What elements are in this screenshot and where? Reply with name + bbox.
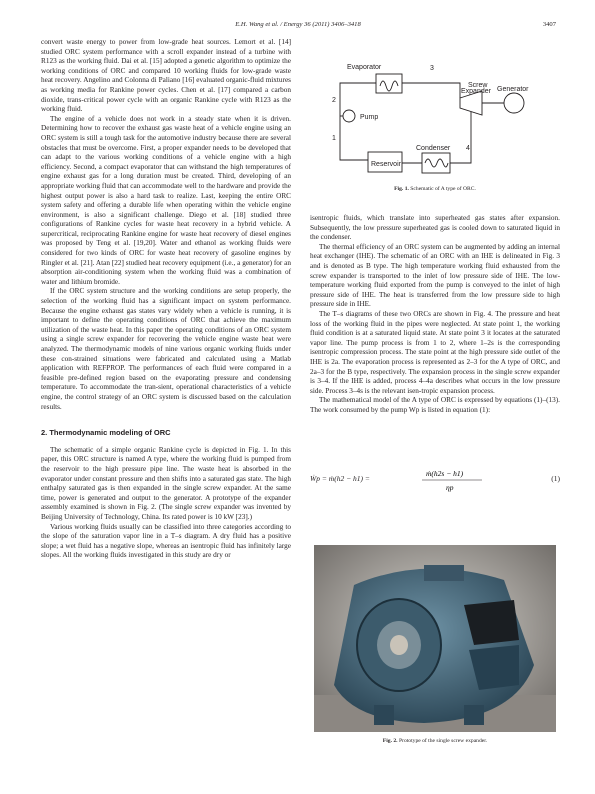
evaporator-box: [376, 74, 402, 93]
section-heading: 2. Thermodynamic modeling of ORC: [41, 428, 171, 438]
paragraph: The T–s diagrams of these two ORCs are shown in Fig. 4. The pressure and heat loss of the working fluid in the pipes were neglected. At state point 1, the working fluid condition is at a saturated liquid state. At state point 3 it locates at the saturated vapor line. The pump process is from 1 to 2, where 1–2s is the corresponding isentropic compression process. The state point at the high pressure side outlet of the IHE is 2a. The evaporation process is represented as 2–3 for the A type of ORC, and 2a–3 for the B type, respectively. The expansion process in the single screw expander is 3–4. If the IHE is added, process 4–4a describes what occurs in the low pressure side. Process 3–4s is the relevant isen-tropic expansion process.: [310, 309, 560, 395]
page-number: 3407: [542, 21, 556, 28]
paragraph: The schematic of a simple organic Rankine cycle is depicted in Fig. 1. In this paper, this ORC structure is named A type, where the working fluid is pumped from the reservoir to the high pressure pipe line. The waste heat is absorbed in the evaporator under constant pressure and then shifts into a saturated gas state. The high enthalpy saturated gas is then expanded in the single screw expander. At the same time, power is generated and output to the generator. A prototype of the expander assembly examined is shown in Fig. 2. (The single screw expander was invented by Beijing University of Technology, China. Its rated power is 10 kW [23].): [41, 445, 291, 521]
equation-number: (1): [551, 474, 560, 483]
equation-fraction: [420, 466, 490, 494]
caption-text: Schematic of A type of ORC.: [410, 186, 476, 192]
paragraph: Various working fluids usually can be classified into three categories according to the slope of the saturation vapor line in a T–s diagram. A dry fluid has a positive slope; a wet fluid has a negative slope, whereas an isentropic fluid has infinitely large slopes. All the working fluids investigated in this study are dry or: [41, 522, 291, 560]
label-screw: Screw: [468, 82, 488, 89]
condenser-coil: [425, 159, 448, 167]
svg-text:ṁ(h2s − h1): ṁ(h2s − h1): [426, 469, 464, 478]
paragraph: The engine of a vehicle does not work in a steady state when it is driven. Determining how to recover the exhaust gas waste heat of a vehicle engine using an ORC system is still a tough task for the automotive industry because there are several obstacles that must be overcome. First, a proper expander needs to be developed that can adapt to the various working conditions of a vehicle engine with a high efficiency. Second, a compact evaporator that can withstand the high temperatures of engine exhaust gas for a long duration must be created. Third, developing of an appropriate working fluid that can accommodate well to the hardware and provide the highest output power is also a hard task to realize. Last, keeping the entire ORC system safety and offering a durable life when operating within the vehicle engine environment, is also a significant challenge. Diego et al. [18] studied three configurations of Rankine cycles for waste heat recovery in a hybrid vehicle. A supercritical, reciprocating Rankine engine for waste heat recovery of diesel engines was proposed by Teng et al. [19,20]. Water and ethanol as working fluids were considered for two kinds of ORC for waste heat recovery of gasoline engines by Ringler et al. [21]. Atan [22] studied heat recovery equipment (i.e., a generator) for an absorption air-conditioning system when the working fluid was a combination of water and lithium bromide.: [41, 114, 291, 286]
left-column: [41, 38, 291, 561]
caption-label: Fig. 2.: [382, 738, 398, 744]
label-condenser: Condenser: [416, 145, 451, 152]
label-state-1: 1: [332, 135, 336, 142]
label-reservoir: Reservoir: [371, 161, 401, 168]
label-state-4: 4: [466, 145, 470, 152]
paragraph: isentropic fluids, which translate into superheated gas states after expansion. Subsequently, the low pressure superheated gas is cooled down to saturated liquid in the condenser.: [310, 214, 560, 242]
journal-citation: E.H. Wang et al. / Energy 36 (2011) 3406–3418: [235, 21, 361, 28]
caption-text: Prototype of the single screw expander.: [398, 738, 488, 744]
figure1-caption: [310, 186, 560, 192]
expander-prototype-photo: [314, 545, 556, 732]
right-column: [310, 214, 560, 415]
label-expander: Expander: [461, 88, 491, 95]
caption-label: Fig. 1.: [394, 186, 409, 192]
paragraph: convert waste energy to power from low-grade heat sources. Lemort et al. [14] studied ORC system performance with a scroll expander instead of a turbine with R123 as the working fluid. Dai et al. [15] adopted a genetic algorithm to optimize the working conditions of ORC and compared 10 working fluids for low-grade waste heat recovery. Angelino and Colonna di Paliano [16] evaluated organic-fluid mixtures as working media for Rankine power cycles. Chen et al. [17] compared a carbon dioxide, trans-critical power cycle with an organic Rankine cycle with R123 as the working fluid.: [41, 38, 291, 114]
paragraph: The mathematical model of the A type of ORC is expressed by equations (1)–(13). The work consumed by the pump Wp is listed in equation (1):: [310, 396, 560, 414]
paragraph: The thermal efficiency of an ORC system can be augmented by adding an internal heat exchanger (IHE). The schematic of an ORC with an IHE is delineated in Fig. 3 and is denoted as B type. The high temperature working fluid exhausted from the screw expander is transported to the inlet of low pressure side of IHE. The low-temperature working fluid exported from the pump is conveyed to the inlet of high pressure side of IHE. The heat is transferred from the low pressure side to high pressure side in IHE.: [310, 242, 560, 309]
evaporator-coil: [380, 81, 398, 91]
running-header: [40, 21, 556, 31]
generator-circle: [504, 93, 524, 113]
label-evaporator: Evaporator: [347, 64, 382, 71]
figure2-caption: [310, 738, 560, 744]
svg-text:ηp: ηp: [446, 483, 454, 492]
condenser-box: [422, 153, 450, 173]
label-state-2: 2: [332, 97, 336, 104]
equation-lhs: Ẇp = ṁ(h2 − h1) =: [310, 474, 370, 483]
paragraph: If the ORC system structure and the working conditions are setup properly, the selection of the working fluid has a significant impact on system performance. Because the engine exhaust gas states vary widely when a vehicle is running, it is important to define the operating conditions of ORC that achieve the maximum utilization of the waste heat. In this paper the operating conditions of an ORC system using a single screw expander for recovering the vehicle engine waste heat were analyzed. The thermodynamic models of nine various organic working fluids under these con-strained situations were fabricated and calculated using a Matlab application with REFPROP. The performances of each fluid were compared in a feasible pre-defined region based on the evaporating pressure and condensing temperature. To accommodate the tran-sient, operational characteristics of a vehicle engine, the control strategy of an ORC system is discussed based on the calculation results.: [41, 287, 291, 411]
label-pump: Pump: [360, 114, 379, 121]
label-generator: Generator: [497, 86, 529, 93]
label-state-3: 3: [430, 65, 434, 72]
orc-schematic-figure: [332, 60, 562, 185]
pump-circle: [343, 110, 355, 122]
equation-1: [310, 466, 560, 496]
